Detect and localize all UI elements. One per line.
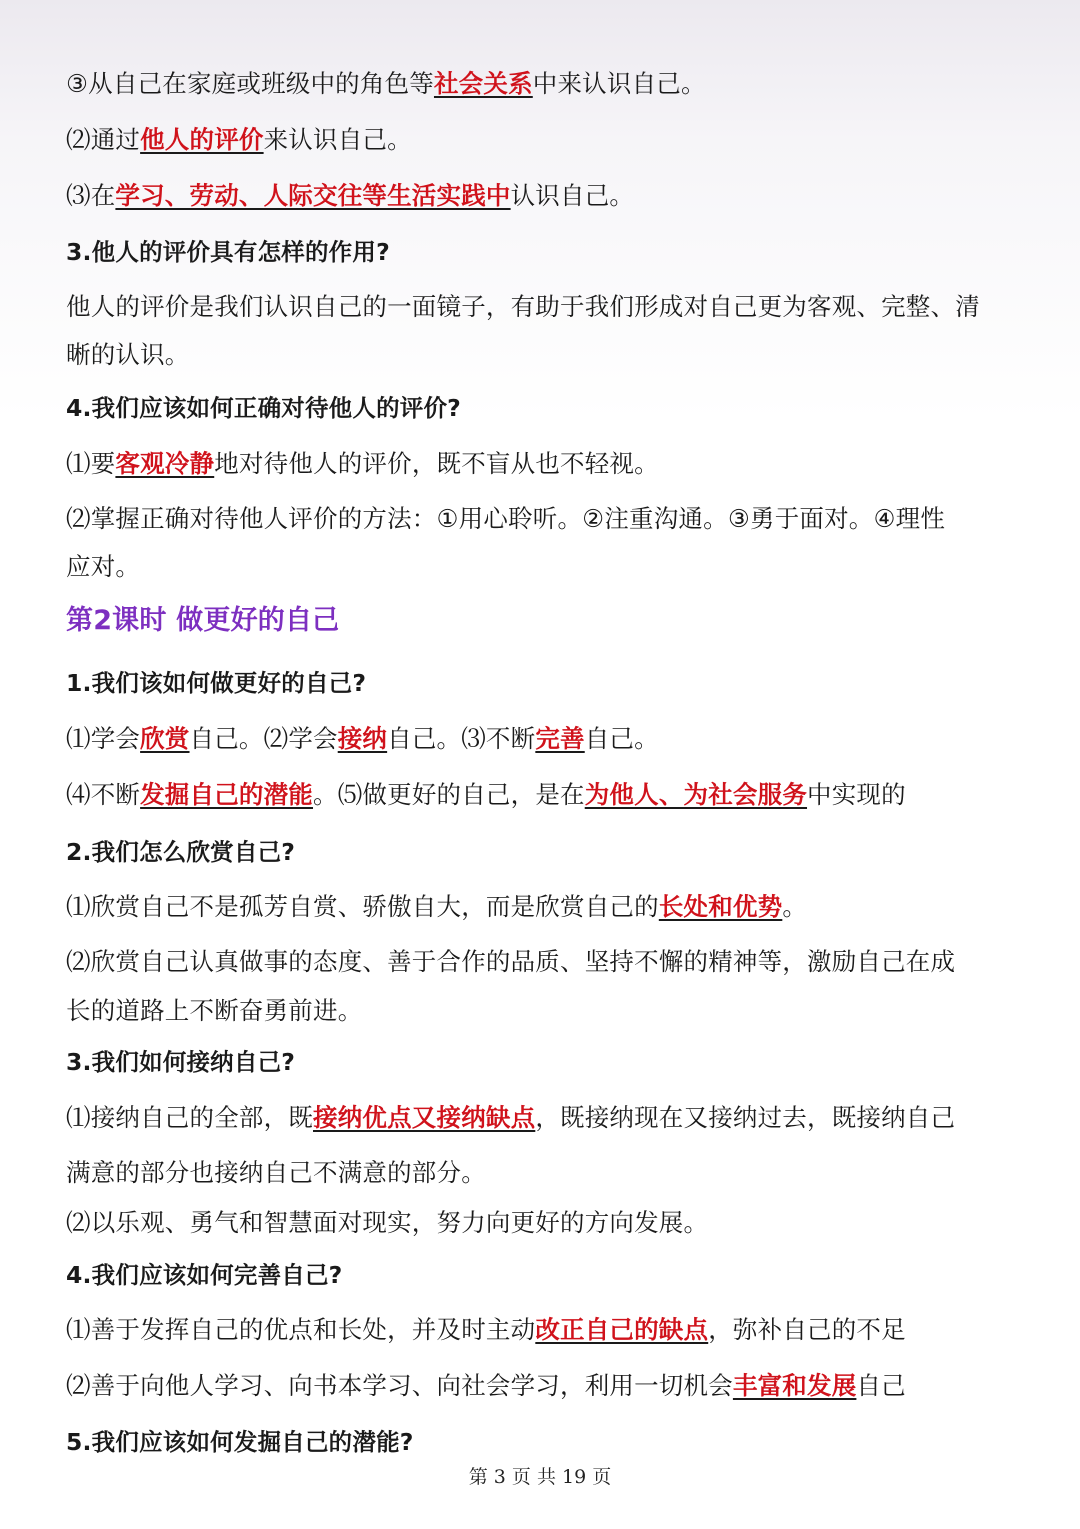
text-line: ③从自己在家庭或班级中的角色等社会关系中来认识自己。 xyxy=(66,69,706,98)
key-term: 学习、劳动、人际交往等生活实践中 xyxy=(115,181,511,210)
text-line: 他人的评价是我们认识自己的一面镜子，有助于我们形成对自己更为客观、完整、清 xyxy=(66,292,980,321)
text-line: ⑴学会欣赏自己。⑵学会接纳自己。⑶不断完善自己。 xyxy=(66,724,659,753)
key-term: 丰富和发展 xyxy=(732,1371,857,1400)
question-heading: 4.我们应该如何完善自己? xyxy=(66,1261,343,1289)
page-footer: 第 3 页 共 19 页 xyxy=(468,1466,612,1488)
key-term: 改正自己的缺点 xyxy=(535,1315,709,1344)
text-line: ⑴善于发挥自己的优点和长处，并及时主动改正自己的缺点，弥补自己的不足 xyxy=(66,1315,906,1344)
question-heading: 5.我们应该如何发掘自己的潜能? xyxy=(66,1428,414,1456)
question-heading: 4.我们应该如何正确对待他人的评价? xyxy=(66,394,462,422)
key-term: 为他人、为社会服务 xyxy=(584,780,808,809)
text-line: 应对。 xyxy=(66,552,141,581)
key-term: 欣赏 xyxy=(140,724,190,753)
text-line: 晰的认识。 xyxy=(66,340,190,369)
key-term: 接纳 xyxy=(337,724,388,753)
page-number: 3 xyxy=(493,1466,506,1488)
question-heading: 3.我们如何接纳自己? xyxy=(66,1048,296,1076)
key-term: 接纳优点又接纳缺点 xyxy=(313,1103,536,1132)
text-line: 长的道路上不断奋勇前进。 xyxy=(66,996,363,1025)
text-line: ⑵欣赏自己认真做事的态度、善于合作的品质、坚持不懈的精神等，激励自己在成 xyxy=(66,947,956,976)
text-line: ⑵掌握正确对待他人评价的方法：①用心聆听。②注重沟通。③勇于面对。④理性 xyxy=(66,504,946,533)
text-line: ⑶在学习、劳动、人际交往等生活实践中认识自己。 xyxy=(66,181,635,210)
key-term: 社会关系 xyxy=(433,69,533,98)
text-line: 满意的部分也接纳自己不满意的部分。 xyxy=(66,1158,486,1187)
page-total: 19 xyxy=(562,1466,587,1488)
question-heading: 2.我们怎么欣赏自己? xyxy=(66,838,296,866)
key-term: 长处和优势 xyxy=(658,892,783,921)
key-term: 他人的评价 xyxy=(140,125,264,154)
section-title: 第2课时 做更好的自己 xyxy=(66,605,340,636)
question-heading: 3.他人的评价具有怎样的作用? xyxy=(66,238,390,266)
key-term: 客观冷静 xyxy=(115,449,215,478)
text-line: ⑵以乐观、勇气和智慧面对现实，努力向更好的方向发展。 xyxy=(66,1208,709,1237)
text-line: ⑴要客观冷静地对待他人的评价，既不盲从也不轻视。 xyxy=(66,449,659,478)
key-term: 完善 xyxy=(535,724,585,753)
key-term: 发掘自己的潜能 xyxy=(140,780,314,809)
text-line: ⑴欣赏自己不是孤芳自赏、骄傲自大，而是欣赏自己的长处和优势。 xyxy=(66,892,808,921)
text-line: ⑴接纳自己的全部，既接纳优点又接纳缺点，既接纳现在又接纳过去，既接纳自己 xyxy=(66,1103,956,1132)
text-line: ⑵善于向他人学习、向书本学习、向社会学习，利用一切机会丰富和发展自己 xyxy=(66,1371,906,1400)
text-line: ⑷不断发掘自己的潜能。⑸做更好的自己，是在为他人、为社会服务中实现的 xyxy=(66,780,906,809)
question-heading: 1.我们该如何做更好的自己? xyxy=(66,669,367,697)
text-line: ⑵通过他人的评价来认识自己。 xyxy=(66,125,412,154)
